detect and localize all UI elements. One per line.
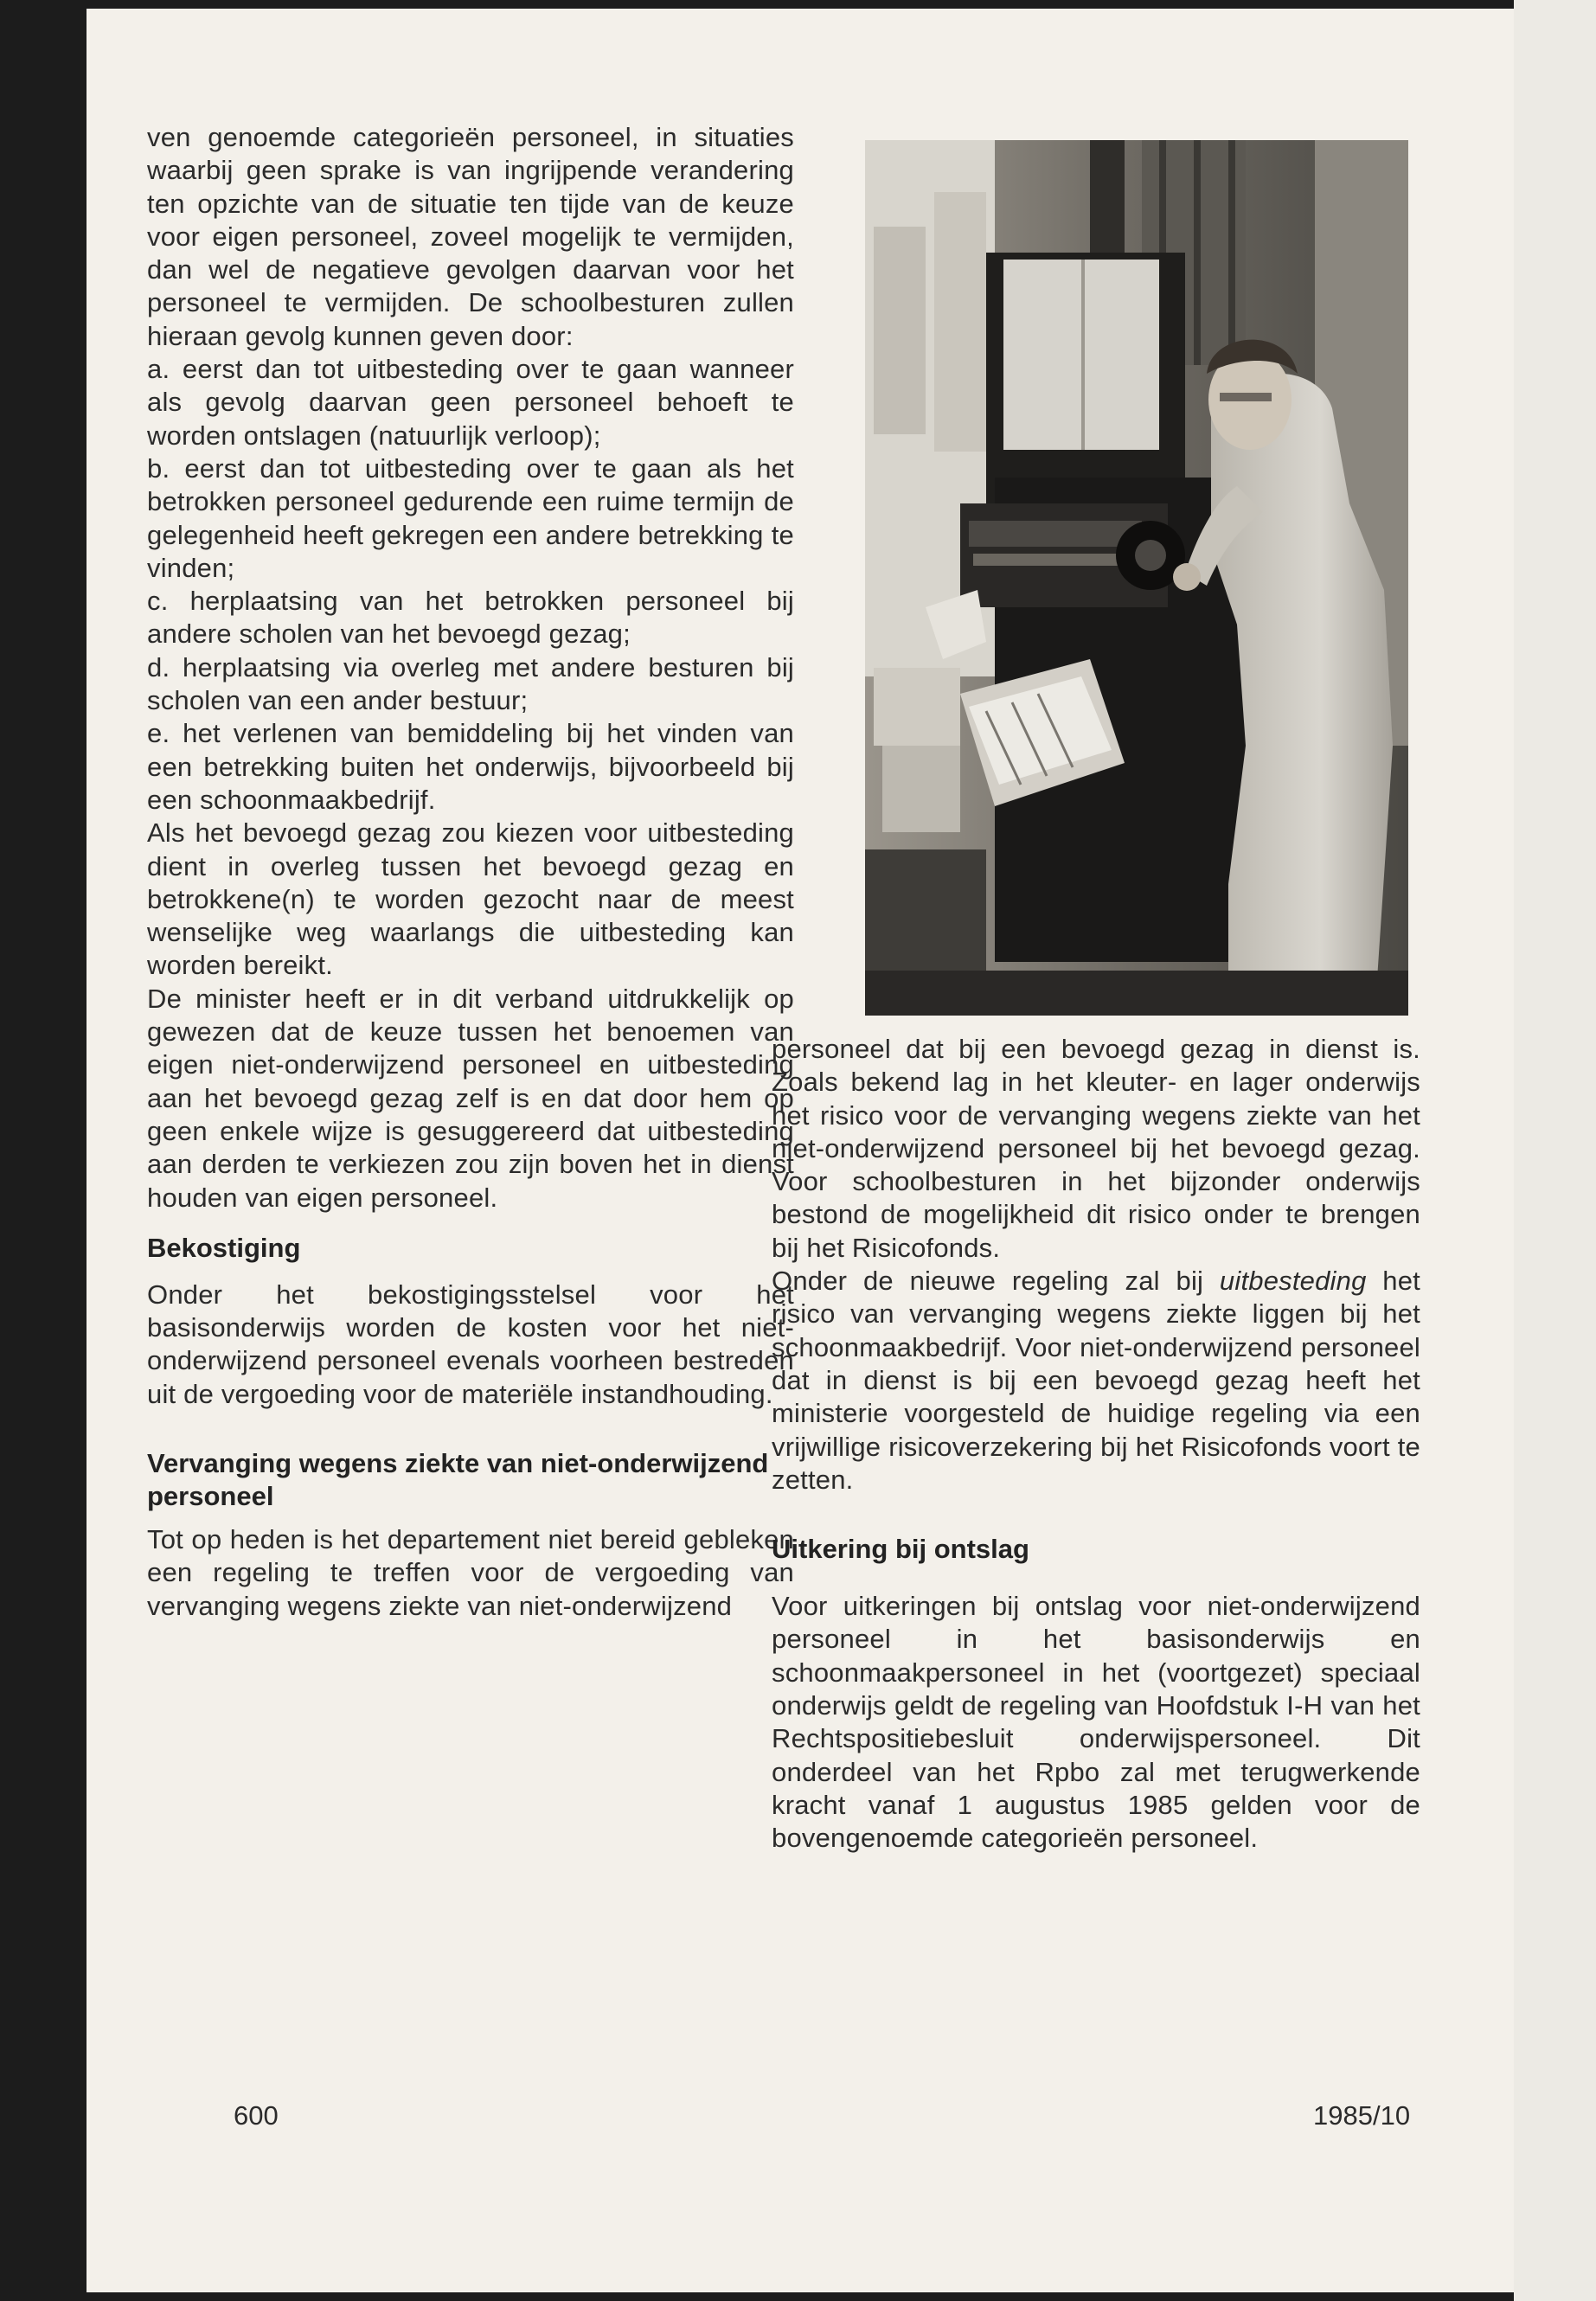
heading-uitkering-bij-ontslag: Uitkering bij ontslag (772, 1534, 1029, 1565)
issue-number: 1985/10 (1313, 2100, 1411, 2131)
list-item-b: b. eerst dan tot uitbesteding over te gaan als het betrokken personeel gedurende een ruime termijn de gelegenheid heeft gekregen een andere betrekking te vinden; (147, 452, 794, 583)
left-column (147, 121, 794, 1623)
paragraph-bevoegd-gezag: Als het bevoegd gezag zou kiezen voor uitbesteding dient in overleg tussen het bevoegd gezag en betrokkene(n) te worden gezocht naar de meest wenselijke weg waarlangs die uitbesteding kan worden bereikt. (147, 817, 794, 981)
paragraph-risico: personeel dat bij een bevoegd gezag in dienst is. Zoals bekend lag in het kleuter- en lager onderwijs het risico voor de vervanging wegens ziekte van het niet-onderwijzend personeel bij het bevoegd gezag. Voor schoolbesturen in het bijzonder onderwijs bestond de mogelijkheid dit risico onder te brengen bij het Risicofonds. (772, 1034, 1420, 1263)
page-number: 600 (234, 2100, 279, 2131)
list-item-a: a. eerst dan tot uitbesteding over te gaan wanneer als gevolg daarvan geen personeel behoeft te worden ontslagen (natuurlijk verloop); (147, 354, 794, 451)
paragraph-nieuwe-regeling (772, 1265, 1420, 1497)
paragraph-nieuwe-regeling-start: Onder de nieuwe regeling zal bij (772, 1266, 1220, 1297)
photo-illustration (865, 140, 1408, 1016)
list-item-d: d. herplaatsing via overleg met andere besturen bij scholen van een ander bestuur; (147, 651, 794, 716)
photo-printing-machine (865, 140, 1408, 1016)
paragraph-vervanging: Tot op heden is het departement niet bereid gebleken een regeling te treffen voor de vergoeding van vervanging wegens ziekte van niet-onderwijzend (147, 1523, 794, 1621)
list-item-e: e. het verlenen van bemiddeling bij het vinden van een betrekking buiten het onderwijs, bijvoorbeeld bij een schoonmaakbedrijf. (147, 718, 794, 815)
heading-bekostiging: Bekostiging (147, 1232, 301, 1263)
paragraph-nieuwe-regeling-end: het risico van vervanging wegens ziekte liggen bij het schoonmaakbedrijf. Voor niet-onderwijzend personeel dat in dienst is bij een bevoegd gezag heeft het ministerie voorgesteld de huidige regeling via een vrijwillige risicoverzekering bij het Risicofonds voort te zetten. (772, 1266, 1420, 1495)
emphasis-uitbesteding: uitbesteding (1219, 1266, 1367, 1297)
heading-vervanging: Vervanging wegens ziekte van niet-onderwijzend personeel (147, 1447, 769, 1511)
scan-margin (1514, 0, 1596, 2301)
right-column (772, 1033, 1420, 1856)
list-item-c: c. herplaatsing van het betrokken personeel bij andere scholen van het bevoegd gezag; (147, 586, 794, 650)
paragraph-uitkering: Voor uitkeringen bij ontslag voor niet-onderwijzend personeel in het basisonderwijs en schoonmaakpersoneel in het (voortgezet) speciaal onderwijs geldt de regeling van Hoofdstuk I-H van het Rechtspositiebesluit onderwijspersoneel. Dit onderdeel van het Rpbo zal met terugwerkende kracht vanaf 1 augustus 1985 gelden voor de bovengenoemde categorieën personeel. (772, 1591, 1420, 1854)
paragraph-bekostiging: Onder het bekostigingsstelsel voor het basisonderwijs worden de kosten voor het niet-onderwijzend personeel evenals voorheen bestreden uit de vergoeding voor de materiële instandhouding. (147, 1279, 794, 1409)
paragraph-minister: De minister heeft er in dit verband uitdrukkelijk op gewezen dat de keuze tussen het benoemen van eigen niet-onderwijzend personeel en uitbesteding aan het bevoegd gezag zelf is en dat door hem op geen enkele wijze is gesuggereerd dat uitbesteding aan derden te verkiezen zou zijn boven het in dienst houden van eigen personeel. (147, 983, 794, 1213)
paragraph-intro: ven genoemde categorieën personeel, in situaties waarbij geen sprake is van ingrijpende verandering ten opzichte van de situatie ten tijde van de keuze voor eigen personeel, zoveel mogelijk te vermijden, dan wel de negatieve gevolgen daarvan voor het personeel te vermijden. De schoolbesturen zullen hieraan gevolg kunnen geven door: (147, 122, 794, 351)
